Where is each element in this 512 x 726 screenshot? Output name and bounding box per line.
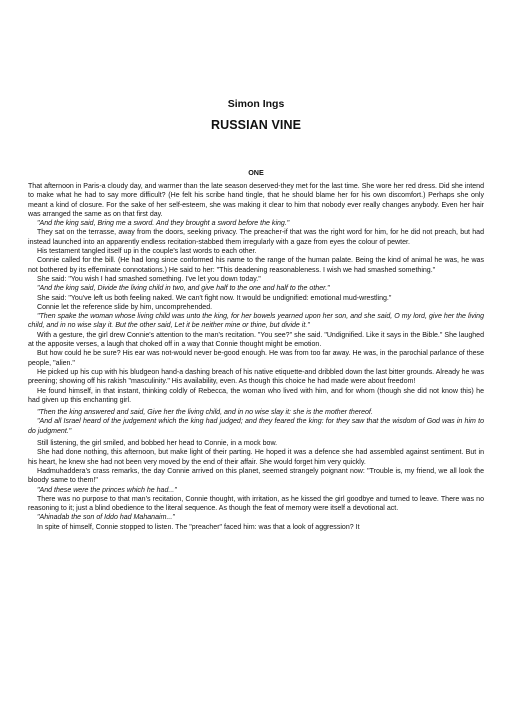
document-page [28,98,484,532]
paragraph: Still listening, the girl smiled, and bobbed her head to Connie, in a mock bow. [37,440,278,448]
scripture-quote: "And the king said, Divide the living child in two, and give half to the one and half to the other." [37,285,330,293]
scripture-quote: "And these were the princes which he had..." [37,486,177,494]
paragraph: They sat on the terrasse, away from the doors, seeking privacy. The preacher-if that was the right word for him, for he did not preach, but had instead launched into an apparently endless recitation-stabbed them irregularly with a gaze from eyes the colour of pewter. [28,229,484,246]
scripture-quote: "And all Israel heard of the judgement which the king had judged; and they feared the king: for they saw that the wisdom of God was in him to do judgment." [28,418,484,435]
paragraph: In spite of himself, Connie stopped to listen. The "preacher" faced him: was that a look of aggression? It [37,523,360,531]
paragraph: He picked up his cup with his bludgeon hand-a dashing breach of his native etiquette-and dribbled down the last bitter grounds. Already he was preening; showing off his rakish "masculinity." His availability, even. As though this choice he had made were about freedom! [28,368,484,386]
paragraph: That afternoon in Paris-a cloudy day, and warmer than the late season deserved-they met for the last time. She wore her red dress. Did she intend to make what he had to say more difficult? (He felt his scribe hand tingle, that he should blame her for his own discomfort.) Perhaps she only meant a kind of closure. For the sake of her self-esteem, she was making it clear to him that nobody ever really changes anybody. Even her hair was arranged the same as on that first day. [28,183,484,218]
paragraph: His testament tangled itself up in the couple's last words to each other. [37,248,257,256]
paragraph: Hadmuhaddera's crass remarks, the day Connie arrived on this planet, seemed strangely poignant now: "Trouble is, my friend, we all look the bloody same to them!" [28,467,484,485]
paragraph: With a gesture, the girl drew Connie's attention to the man's recitation. "You see?" she said. "Undignified. Like it says in the Bible." She laughed at the apposite verses, a laugh that choked off in a way that Connie thought might be emotion. [28,331,484,349]
scripture-quote: "Then spake the woman whose living child was unto the king, for her bowels yearned upon her son, and she said, O my lord, give her the living child, and in no wise slay it. But the other said, Let it be neither mine or thine, but divide it." [28,313,484,330]
paragraph: He found himself, in that instant, thinking coldly of Rebecca, the woman who lived with him, and for whom (though she did not know this) he had given up this enchanting girl. [28,387,484,404]
paragraph: She had done nothing, this afternoon, but make light of their parting. He hoped it was a defence she had assembled against sentiment. But in his heart, he knew she had not been very moved by the end of their affair. She would forget him very quickly. [28,449,484,466]
paragraph: Connie let the reference slide by him, uncomprehended. [37,303,213,311]
author-name: Simon Ings [227,98,285,110]
scripture-quote: "Ahinadab the son of Iddo had Mahanaim..." [37,514,175,522]
paragraph: Connie called for the bill. (He had long since conformed his name to the range of the human palate. Being the kind of animal he was, he was not bothered by its effeminate connotations.) He said to her: "This deadening reasonableness. I wish we had smashed something." [28,257,484,274]
scripture-quote: "And the king said, Bring me a sword. And they brought a sword before the king." [37,220,290,228]
paragraph: But how could he be sure? His ear was not-would never be-good enough. He was from too far away. He was, in the parochial parlance of these people, "alien." [28,350,484,367]
chapter-heading: ONE [248,168,264,177]
paragraph: She said: "You wish I had smashed something. I've let you down today." [37,275,261,283]
story-title: RUSSIAN VINE [210,118,302,132]
paragraph: She said: "You've left us both feeling naked. We can't fight now. It would be undignified: emotional mud-wrestling." [37,294,392,302]
paragraph: There was no purpose to that man's recitation, Connie thought, with irritation, as he kissed the girl goodbye and turned to leave. There was no reasoning to it; just a blind obedience to the literal sequence. As though the feat of memory were itself a devotional act. [28,495,484,513]
scripture-quote: "Then the king answered and said, Give her the living child, and in no wise slay it: she is the mother thereof. [37,409,373,417]
